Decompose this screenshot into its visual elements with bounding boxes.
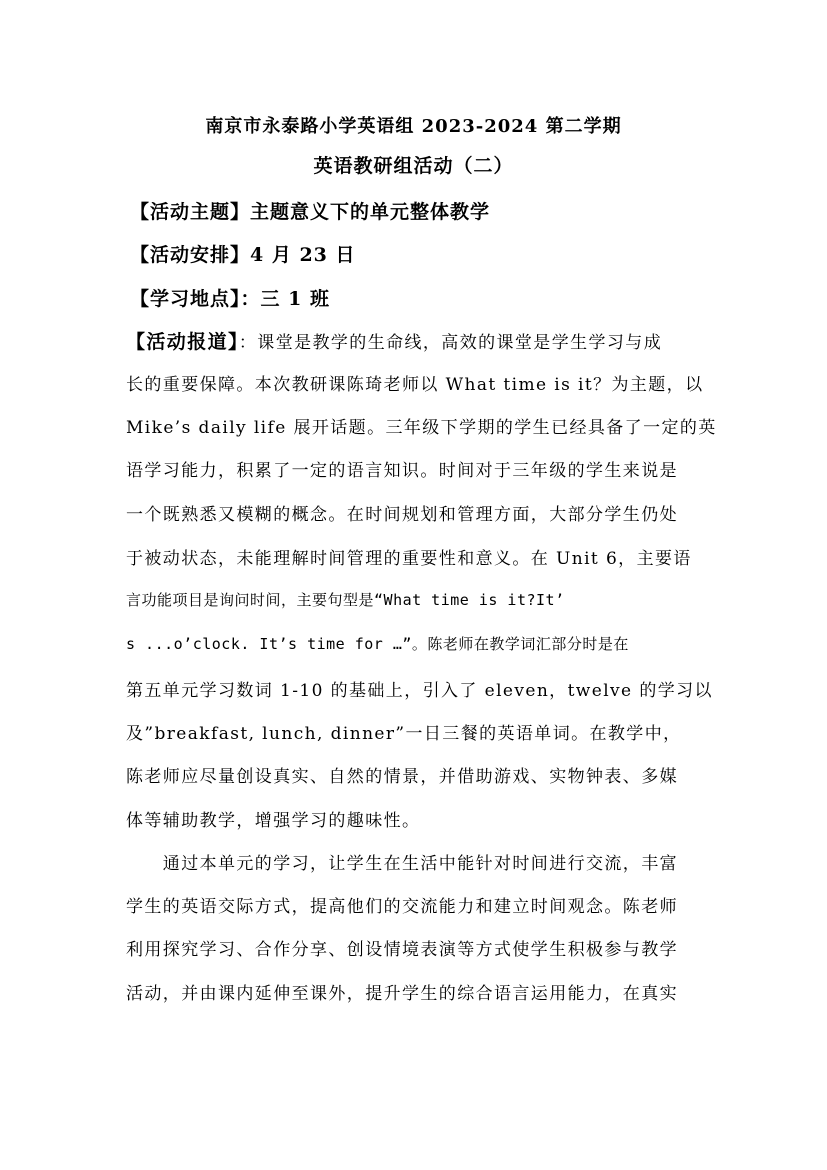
paragraph-line: s ...o’clock. It’s time for …”。陈老师在教学词汇部分时是在 <box>126 635 629 653</box>
paragraph-line: 通过本单元的学习，让学生在生活中能针对时间进行交流，丰富 <box>126 854 678 874</box>
paragraph-line: 一个既熟悉又模糊的概念。在时间规划和管理方面，大部分学生仍处 <box>126 505 678 525</box>
heading-activity-report: 【活动报道】 <box>126 331 239 353</box>
paragraph-line: 体等辅助教学，增强学习的趣味性。 <box>126 811 421 831</box>
paragraph-line: 陈老师应尽量创设真实、自然的情景，并借助游戏、实物钟表、多媒 <box>126 767 678 787</box>
paragraph-line: 长的重要保障。本次教研课陈琦老师以 What time is it？为主题，以 <box>126 375 704 395</box>
paragraph-line: 语学习能力，积累了一定的语言知识。时间对于三年级的学生来说是 <box>126 461 678 481</box>
heading-activity-schedule: 【活动安排】4 月 23 日 <box>130 244 356 266</box>
paragraph-line: Mike’s daily life 展开话题。三年级下学期的学生已经具备了一定的英 <box>126 418 717 438</box>
paragraph-line-text: ：课堂是教学的生命线，高效的课堂是学生学习与成 <box>238 333 663 353</box>
paragraph-line <box>126 327 662 354</box>
paragraph-line: 利用探究学习、合作分享、创设情境表演等方式使学生积极参与教学 <box>126 940 678 960</box>
paragraph-line: 学生的英语交际方式，提高他们的交流能力和建立时间观念。陈老师 <box>126 897 678 917</box>
paragraph-line: 活动，并由课内延伸至课外，提升学生的综合语言运用能力，在真实 <box>126 984 678 1004</box>
paragraph-line: 于被动状态，未能理解时间管理的重要性和意义。在 Unit 6，主要语 <box>126 549 692 569</box>
paragraph-line: 言功能项目是询问时间，主要句型是“What time is it?It’ <box>126 591 565 609</box>
heading-activity-theme: 【活动主题】主题意义下的单元整体教学 <box>130 201 491 223</box>
paragraph-line: 及”breakfast, lunch, dinner”一日三餐的英语单词。在教学中， <box>126 724 682 744</box>
document-title-line1: 南京市永泰路小学英语组 2023-2024 第二学期 <box>205 116 622 137</box>
document-title-line2: 英语教研组活动（二） <box>313 155 514 177</box>
heading-study-location: 【学习地点】：三 1 班 <box>130 288 330 310</box>
paragraph-line: 第五单元学习数词 1-10 的基础上，引入了 eleven，twelve 的学习以 <box>126 681 713 701</box>
